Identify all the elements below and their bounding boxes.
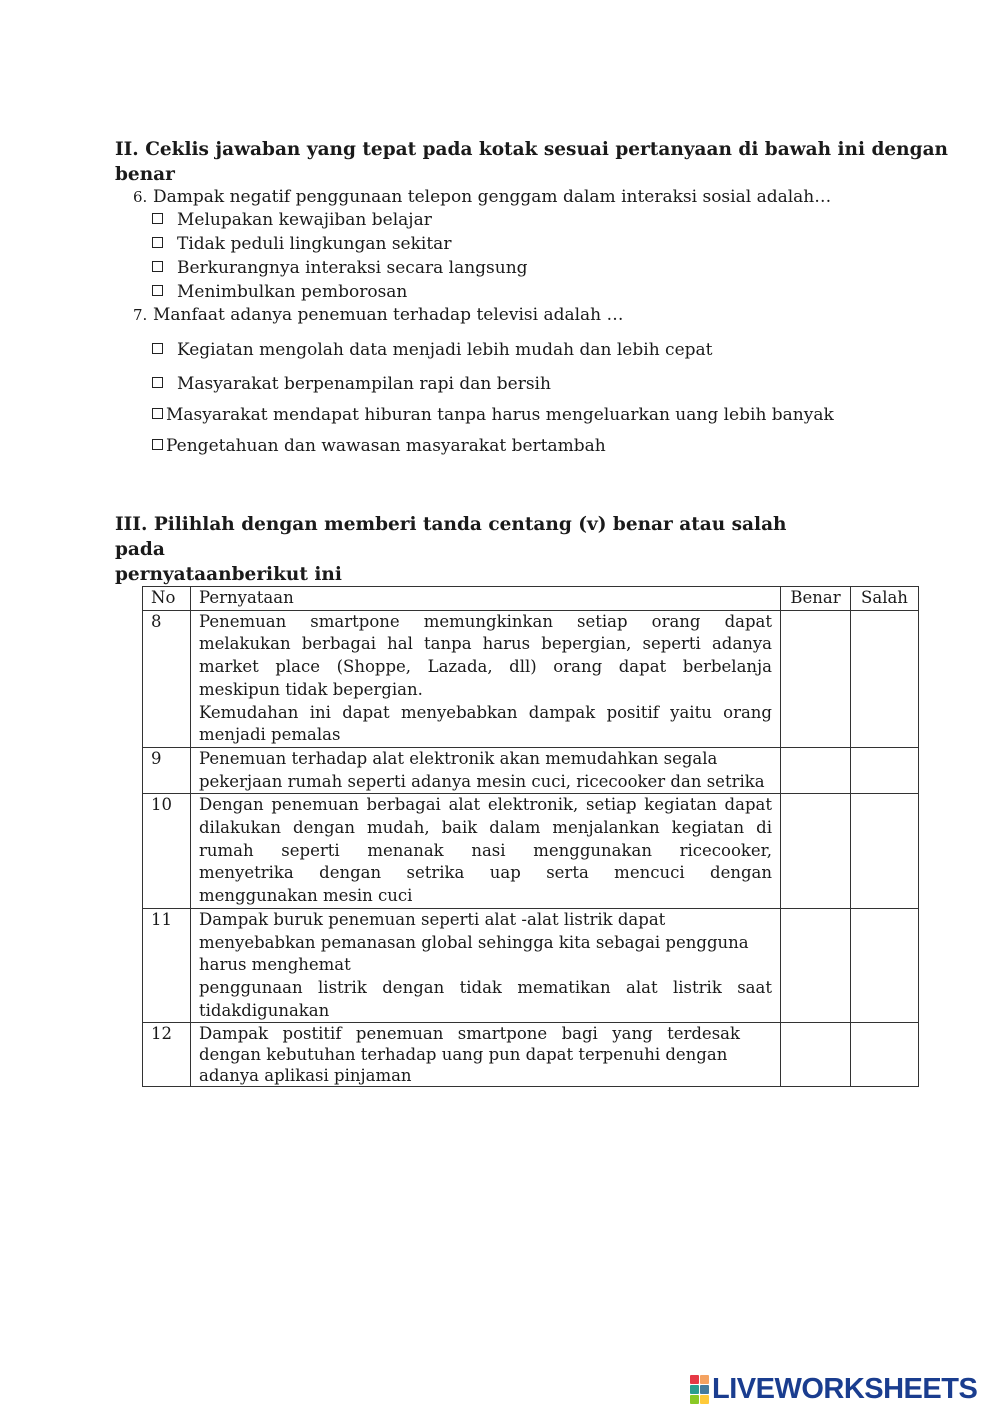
true-answer-cell[interactable] (781, 794, 851, 909)
question-text: Manfaat adanya penemuan terhadap televisi adalah … (153, 305, 624, 325)
table-row (143, 747, 919, 793)
false-answer-cell[interactable] (850, 908, 918, 1023)
section-3-heading-line2: pernyataanberikut ini (115, 564, 342, 585)
statement-line: Kemudahan ini dapat menyebabkan dampak positif yaitu orang (198, 702, 772, 722)
statement-cell (190, 908, 780, 1023)
header-no: No (143, 587, 191, 611)
statement-line: adanya aplikasi pinjaman (198, 1066, 412, 1086)
statement-line: rumah seperti menanak nasi menggunakan ricecooker, (198, 840, 772, 860)
statement-line: tidakdigunakan (198, 1000, 330, 1020)
section-2-heading: II. Ceklis jawaban yang tepat pada kotak sesuai pertanyaan di bawah ini dengan benar (115, 139, 949, 185)
header-false: Salah (850, 587, 918, 611)
statement-line: menjadi pemalas (198, 725, 341, 745)
statement-line: meskipun tidak bepergian. (198, 679, 423, 699)
statement-line: market place (Shoppe, Lazada, dll) orang dapat berbelanja (198, 657, 772, 677)
brand-name: LIVEWORKSHEETS (712, 1372, 978, 1405)
section-3-heading-line1: III. Pilihlah dengan memberi tanda centang (v) benar atau salah pada (115, 514, 787, 560)
checkbox-icon[interactable] (152, 261, 163, 272)
statement-line: melakukan berbagai hal tanpa harus bepergian, seperti adanya (198, 634, 772, 654)
statement-line: harus menghemat (198, 955, 351, 975)
question-number: 6. (133, 188, 148, 206)
false-answer-cell[interactable] (850, 1023, 918, 1087)
option-7d[interactable] (152, 435, 606, 457)
section-3-heading (115, 512, 815, 587)
false-answer-cell[interactable] (850, 794, 918, 909)
statement-line: Dampak buruk penemuan seperti alat -alat listrik dapat (198, 909, 666, 929)
logo-square (700, 1375, 709, 1384)
table-row (143, 610, 919, 747)
option-label: Berkurangnya interaksi secara langsung (177, 258, 528, 278)
checkbox-icon[interactable] (152, 237, 163, 248)
option-label: Masyarakat mendapat hiburan tanpa harus mengeluarkan uang lebih banyak (166, 405, 834, 425)
table-row (143, 794, 919, 909)
statement-cell (190, 747, 780, 793)
true-false-table (142, 586, 919, 1087)
checkbox-icon[interactable] (152, 213, 163, 224)
liveworksheets-logo (690, 1372, 977, 1406)
statement-line: Dengan penemuan berbagai alat elektronik, setiap kegiatan dapat (198, 795, 772, 815)
statement-line: menggunakan mesin cuci (198, 886, 413, 906)
statement-line: Dampak postitif penemuan smartpone bagi yang terdesak (198, 1024, 740, 1044)
option-label: Melupakan kewajiban belajar (177, 210, 432, 230)
option-7a[interactable] (152, 339, 712, 361)
option-label: Kegiatan mengolah data menjadi lebih mudah dan lebih cepat (177, 340, 713, 360)
checkbox-icon[interactable] (152, 343, 163, 354)
table-header-row (143, 587, 919, 611)
header-statement: Pernyataan (190, 587, 780, 611)
table-row (143, 908, 919, 1023)
row-number: 10 (143, 794, 191, 909)
false-answer-cell[interactable] (850, 610, 918, 747)
option-label: Masyarakat berpenampilan rapi dan bersih (177, 374, 551, 394)
statement-line: menyetrika dengan setrika uap serta mencuci dengan (198, 863, 772, 883)
row-number: 9 (143, 747, 191, 793)
checkbox-icon[interactable] (152, 285, 163, 296)
question-text: Dampak negatif penggunaan telepon genggam dalam interaksi sosial adalah… (153, 187, 832, 207)
option-label: Pengetahuan dan wawasan masyarakat bertambah (166, 436, 606, 456)
option-6d[interactable] (152, 281, 407, 303)
true-answer-cell[interactable] (781, 747, 851, 793)
logo-square (690, 1385, 699, 1394)
statement-line: dilakukan dengan mudah, baik dalam menjalankan kegiatan di (198, 818, 772, 838)
header-true: Benar (781, 587, 851, 611)
liveworksheets-logo-icon (690, 1375, 709, 1404)
statement-line: Penemuan terhadap alat elektronik akan memudahkan segala (198, 748, 718, 768)
statement-cell (190, 610, 780, 747)
row-number: 8 (143, 610, 191, 747)
statement-line: pekerjaan rumah seperti adanya mesin cuci, ricecooker dan setrika (198, 771, 765, 791)
checkbox-icon[interactable] (152, 439, 163, 450)
option-label: Menimbulkan pemborosan (177, 282, 408, 302)
checkbox-icon[interactable] (152, 408, 163, 419)
option-6a[interactable] (152, 209, 432, 231)
statement-cell (190, 1023, 780, 1087)
option-label: Tidak peduli lingkungan sekitar (177, 234, 452, 254)
question-7 (133, 304, 624, 326)
logo-square (690, 1395, 699, 1404)
option-7c[interactable] (152, 404, 834, 426)
statement-line: penggunaan listrik dengan tidak mematikan alat listrik saat (198, 977, 772, 997)
false-answer-cell[interactable] (850, 747, 918, 793)
row-number: 12 (143, 1023, 191, 1087)
question-number: 7. (133, 306, 148, 324)
question-6 (133, 186, 831, 208)
statement-line: dengan kebutuhan terhadap uang pun dapat terpenuhi dengan (198, 1045, 728, 1065)
statement-cell (190, 794, 780, 909)
true-answer-cell[interactable] (781, 908, 851, 1023)
true-answer-cell[interactable] (781, 1023, 851, 1087)
option-6c[interactable] (152, 257, 528, 279)
logo-square (690, 1375, 699, 1384)
statement-line: Penemuan smartpone memungkinkan setiap orang dapat (198, 611, 772, 631)
logo-square (700, 1395, 709, 1404)
option-6b[interactable] (152, 233, 451, 255)
checkbox-icon[interactable] (152, 377, 163, 388)
table-row (143, 1023, 919, 1087)
row-number: 11 (143, 908, 191, 1023)
statement-line: menyebabkan pemanasan global sehingga kita sebagai pengguna (198, 932, 749, 952)
option-7b[interactable] (152, 373, 551, 395)
true-answer-cell[interactable] (781, 610, 851, 747)
logo-square (700, 1385, 709, 1394)
